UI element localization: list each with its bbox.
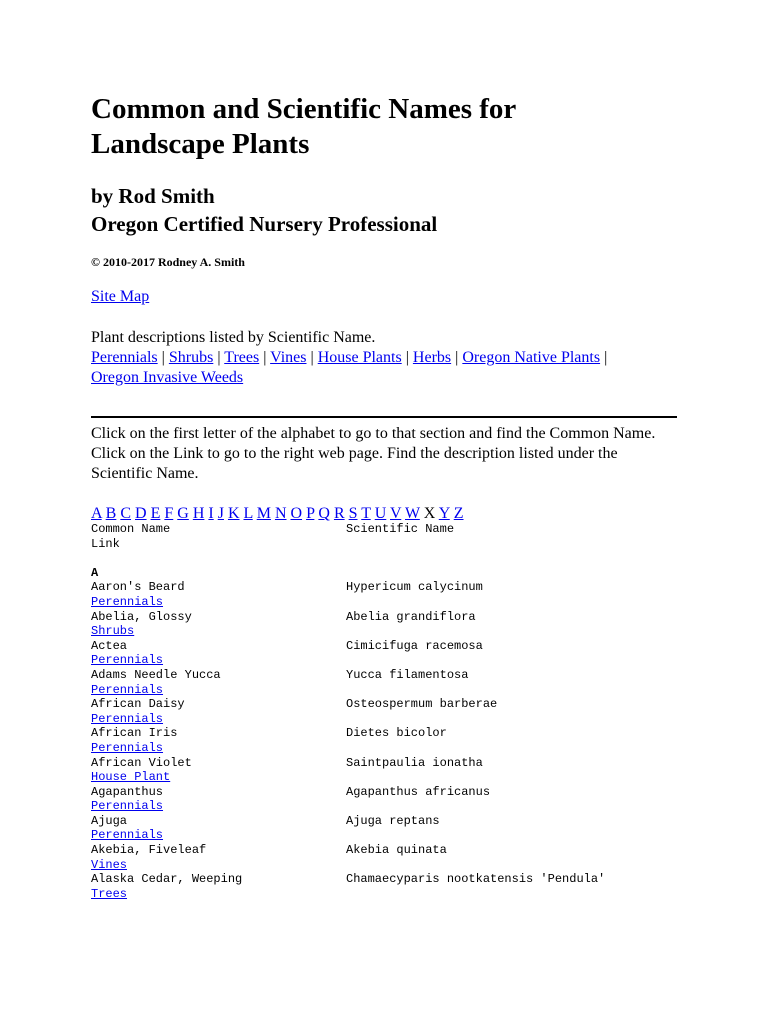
common-name: African Daisy [91,697,185,712]
plant-category-link[interactable]: Perennials [91,740,164,755]
table-row [91,785,691,800]
category-separator: | [451,349,463,366]
plant-category-link[interactable]: Perennials [91,799,164,814]
category-separator: | [306,349,318,366]
section-letter: A [91,565,99,580]
scientific-name: Agapanthus africanus [346,784,491,799]
table-header-row [91,522,691,537]
common-name: Agapanthus [91,784,164,799]
section-header-row [91,566,691,581]
plant-category-link[interactable]: Vines [91,857,128,872]
category-separator: | [600,349,608,366]
category-separator: | [259,349,271,366]
alphabet-index [91,504,464,524]
plant-category-link[interactable]: Perennials [91,653,164,668]
table-row-link [91,712,691,727]
category-link-oregon-invasive-weeds[interactable]: Oregon Invasive Weeds [91,369,244,386]
table-row-link [91,887,691,902]
alphabet-letter-f[interactable]: F [164,505,174,522]
alphabet-letter-u[interactable]: U [374,505,387,522]
scientific-name: Saintpaulia ionatha [346,755,483,770]
alphabet-letter-t[interactable]: T [361,505,371,522]
alphabet-letter-v[interactable]: V [390,505,402,522]
spacer [91,551,691,566]
category-link-oregon-native-plants[interactable]: Oregon Native Plants [462,349,601,366]
header-scientific-name: Scientific Name [346,522,455,536]
instruction-alphabet: Click on the first letter of the alphabet to go to that section and find the Common Name. [91,425,656,442]
table-row [91,580,691,595]
table-row [91,814,691,829]
alphabet-letter-h[interactable]: H [192,505,205,522]
table-header-link-row [91,537,691,552]
header-link: Link [91,536,120,551]
table-row-link [91,770,691,785]
plant-category-link[interactable]: Perennials [91,711,164,726]
category-link-trees[interactable]: Trees [224,349,260,366]
table-row [91,843,691,858]
alphabet-letter-r[interactable]: R [333,505,345,522]
table-row [91,726,691,741]
common-name: African Violet [91,755,192,770]
table-row-link [91,741,691,756]
header-common-name: Common Name [91,522,171,536]
intro-text: Plant descriptions listed by Scientific Name. [91,329,376,346]
plant-rows [91,580,691,901]
author-name: by Rod Smith [91,184,215,208]
scientific-name: Ajuga reptans [346,813,440,828]
table-row-link [91,858,691,873]
scientific-name: Akebia quinata [346,843,447,858]
table-row [91,872,691,887]
category-link-perennials[interactable]: Perennials [91,349,158,366]
instructions [91,424,661,484]
table-row [91,610,691,625]
alphabet-letter-m[interactable]: M [256,505,271,522]
alphabet-letter-i[interactable]: I [208,505,214,522]
alphabet-letter-s[interactable]: S [348,505,358,522]
plant-category-link[interactable]: Perennials [91,682,164,697]
alphabet-letter-o[interactable]: O [290,505,303,522]
table-row-link [91,595,691,610]
common-name: Alaska Cedar, Weeping [91,872,243,887]
alphabet-letter-k[interactable]: K [227,505,240,522]
category-separator: | [401,349,413,366]
table-row [91,756,691,771]
table-row-link [91,624,691,639]
author-credential: Oregon Certified Nursery Professional [91,212,438,236]
alphabet-letter-j[interactable]: J [217,505,224,522]
scientific-name: Osteospermum barberae [346,697,498,712]
category-link-vines[interactable]: Vines [270,349,307,366]
alphabet-letter-z[interactable]: Z [453,505,464,522]
alphabet-letter-p[interactable]: P [306,505,315,522]
category-separator: | [157,349,169,366]
alphabet-letter-g[interactable]: G [177,505,189,522]
plant-list [91,522,691,901]
author-byline [91,182,437,238]
plant-category-link[interactable]: Trees [91,886,128,901]
common-name: Actea [91,638,128,653]
alphabet-letter-a[interactable]: A [91,505,102,522]
alphabet-letter-b[interactable]: B [105,505,117,522]
horizontal-divider [91,416,677,418]
table-row [91,668,691,683]
scientific-name: Hypericum calycinum [346,580,483,595]
copyright-notice: © 2010-2017 Rodney A. Smith [91,255,245,269]
alphabet-letter-y[interactable]: Y [438,505,450,522]
table-row-link [91,653,691,668]
alphabet-letter-l[interactable]: L [243,505,253,522]
category-separator: | [213,349,225,366]
common-name: Akebia, Fiveleaf [91,843,207,858]
plant-category-link[interactable]: Shrubs [91,624,135,639]
table-row-link [91,683,691,698]
alphabet-letter-w[interactable]: W [404,505,420,522]
common-name: Abelia, Glossy [91,609,192,624]
common-name: Adams Needle Yucca [91,667,221,682]
category-link-shrubs[interactable]: Shrubs [168,349,214,366]
alphabet-letter-q[interactable]: Q [318,505,330,522]
common-name: African Iris [91,726,178,741]
common-name: Ajuga [91,813,128,828]
page-title: Common and Scientific Names for Landscape Plants [91,93,516,160]
scientific-name: Yucca filamentosa [346,667,469,682]
scientific-name: Dietes bicolor [346,726,447,741]
scientific-name: Cimicifuga racemosa [346,638,483,653]
plant-category-link[interactable]: House Plant [91,770,171,785]
site-map-link[interactable]: Site Map [91,288,150,305]
category-link-herbs[interactable]: Herbs [412,349,452,366]
alphabet-letter-x: X [423,505,436,522]
table-row-link [91,828,691,843]
alphabet-letter-c[interactable]: C [120,505,132,522]
category-nav [91,328,621,388]
table-row [91,697,691,712]
plant-category-link[interactable]: Perennials [91,594,164,609]
instruction-link: Click on the Link to go to the right web page. Find the description listed under the Scientific Name. [91,445,618,482]
table-row [91,639,691,654]
category-links [91,348,621,388]
plant-category-link[interactable]: Perennials [91,828,164,843]
table-row-link [91,799,691,814]
alphabet-letter-d[interactable]: D [135,505,147,522]
alphabet-letter-e[interactable]: E [150,505,161,522]
common-name: Aaron's Beard [91,580,185,595]
alphabet-letter-n[interactable]: N [274,505,287,522]
category-link-house-plants[interactable]: House Plants [317,349,402,366]
scientific-name: Abelia grandiflora [346,609,476,624]
scientific-name: Chamaecyparis nootkatensis 'Pendula' [346,872,606,887]
